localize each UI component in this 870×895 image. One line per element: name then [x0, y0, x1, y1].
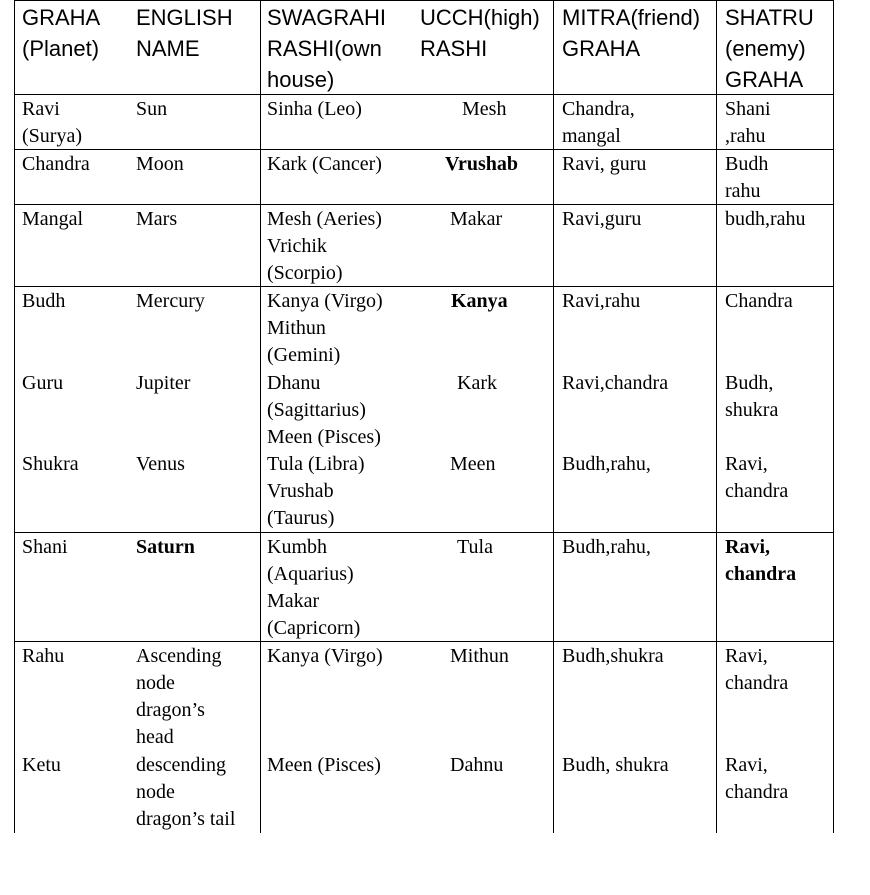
- cell-graha: Guru: [22, 372, 64, 394]
- cell-shatru-graha: Shani ,rahu: [725, 98, 771, 147]
- cell-shatru-graha: Ravi, chandra: [725, 645, 789, 694]
- table-border-right: [833, 0, 834, 833]
- cell-shatru-graha: Budh, shukra: [725, 372, 779, 421]
- header-swagrahi-rashi: SWAGRAHI RASHI(own house): [267, 5, 386, 92]
- cell-ucch-rashi: Kanya: [451, 290, 508, 312]
- cell-ucch-rashi: Kark: [457, 372, 497, 394]
- row-divider: [14, 641, 834, 642]
- cell-shatru-graha: Ravi, chandra: [725, 453, 789, 502]
- table-border-left: [14, 0, 15, 833]
- cell-mitra-graha: Ravi,rahu: [562, 290, 641, 312]
- cell-mitra-graha: Ravi,guru: [562, 208, 642, 230]
- column-divider: [553, 0, 554, 833]
- cell-mitra-graha: Chandra, mangal: [562, 98, 635, 147]
- row-divider: [14, 286, 834, 287]
- cell-shatru-graha: budh,rahu: [725, 208, 806, 230]
- cell-swagrahi-rashi: Kanya (Virgo) Mithun (Gemini): [267, 290, 383, 366]
- cell-english-name: Mercury: [136, 290, 205, 312]
- row-divider: [14, 94, 834, 95]
- cell-ucch-rashi: Mesh: [462, 98, 507, 120]
- cell-swagrahi-rashi: Kark (Cancer): [267, 153, 382, 175]
- cell-swagrahi-rashi: Dhanu (Sagittarius) Meen (Pisces): [267, 372, 381, 448]
- row-divider: [14, 149, 834, 150]
- header-shatru-graha: SHATRU (enemy) GRAHA: [725, 5, 814, 92]
- cell-graha: Mangal: [22, 208, 84, 230]
- column-divider: [260, 0, 261, 833]
- cell-english-name: Venus: [136, 453, 185, 475]
- cell-graha: Ketu: [22, 754, 61, 776]
- cell-mitra-graha: Budh, shukra: [562, 754, 669, 776]
- cell-graha: Rahu: [22, 645, 65, 667]
- cell-english-name: descending node dragon’s tail: [136, 754, 236, 830]
- cell-shatru-graha: Budh rahu: [725, 153, 769, 202]
- cell-mitra-graha: Budh,shukra: [562, 645, 664, 667]
- cell-graha: Shani: [22, 536, 68, 558]
- cell-shatru-graha: Chandra: [725, 290, 793, 312]
- cell-english-name: Sun: [136, 98, 168, 120]
- table-border-top: [14, 0, 834, 1]
- cell-ucch-rashi: Vrushab: [445, 153, 518, 175]
- cell-ucch-rashi: Mithun: [450, 645, 509, 667]
- cell-swagrahi-rashi: Kanya (Virgo): [267, 645, 383, 667]
- cell-swagrahi-rashi: Meen (Pisces): [267, 754, 381, 776]
- cell-english-name: Moon: [136, 153, 184, 175]
- cell-ucch-rashi: Makar: [450, 208, 503, 230]
- cell-mitra-graha: Ravi,chandra: [562, 372, 669, 394]
- header-mitra-graha: MITRA(friend) GRAHA: [562, 5, 701, 61]
- cell-swagrahi-rashi: Mesh (Aeries) Vrichik (Scorpio): [267, 208, 382, 284]
- row-divider: [14, 204, 834, 205]
- cell-english-name: Mars: [136, 208, 178, 230]
- row-divider: [14, 532, 834, 533]
- cell-swagrahi-rashi: Tula (Libra) Vrushab (Taurus): [267, 453, 365, 529]
- cell-graha: Chandra: [22, 153, 90, 175]
- header-english-name: ENGLISH NAME: [136, 5, 233, 61]
- cell-ucch-rashi: Meen: [450, 453, 496, 475]
- cell-shatru-graha: Ravi, chandra: [725, 536, 797, 585]
- cell-english-name: Ascending node dragon’s head: [136, 645, 222, 748]
- cell-ucch-rashi: Dahnu: [450, 754, 504, 776]
- cell-mitra-graha: Budh,rahu,: [562, 536, 651, 558]
- cell-mitra-graha: Ravi, guru: [562, 153, 647, 175]
- header-graha: GRAHA (Planet): [22, 5, 101, 61]
- column-divider: [716, 0, 717, 833]
- cell-english-name: Jupiter: [136, 372, 191, 394]
- cell-graha: Ravi (Surya): [22, 98, 82, 147]
- cell-mitra-graha: Budh,rahu,: [562, 453, 651, 475]
- header-ucch-rashi: UCCH(high) RASHI: [420, 5, 540, 61]
- cell-graha: Budh: [22, 290, 66, 312]
- cell-swagrahi-rashi: Kumbh (Aquarius) Makar (Capricorn): [267, 536, 361, 639]
- cell-english-name: Saturn: [136, 536, 195, 558]
- cell-swagrahi-rashi: Sinha (Leo): [267, 98, 362, 120]
- cell-graha: Shukra: [22, 453, 79, 475]
- cell-ucch-rashi: Tula: [457, 536, 493, 558]
- cell-shatru-graha: Ravi, chandra: [725, 754, 789, 803]
